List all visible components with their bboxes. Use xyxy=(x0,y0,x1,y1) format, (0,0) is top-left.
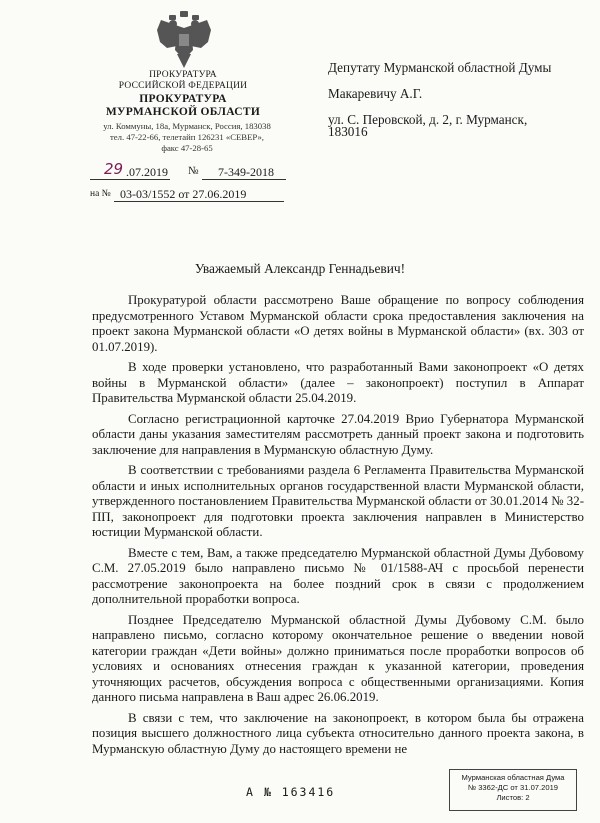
outgoing-number: 7-349-2018 xyxy=(218,165,274,179)
org-line-russian-federation: РОССИЙСКОЙ ФЕДЕРАЦИИ xyxy=(118,81,248,91)
fax-line: факс 47-28-65 xyxy=(161,143,213,153)
org-line-murmansk-region: МУРМАНСКОЙ ОБЛАСТИ xyxy=(105,106,261,118)
double-headed-eagle-emblem-icon xyxy=(155,10,213,70)
paragraph: Прокуратурой области рассмотрено Ваше обращение по вопросу соблюдения предусмотренного Уставом Мурманской области срока предоставления заключения на проект закона Мурманской области «О детях войны в Мурманской области» (вх. 303 от 01.07.2019). xyxy=(92,293,584,354)
outgoing-reference xyxy=(90,160,290,183)
contact-block xyxy=(88,121,286,154)
recipient-name: Макаревичу А.Г. xyxy=(328,86,423,101)
paragraph: Вместе с тем, Вам, а также председателю Мурманской областной Думы Дубовому С.М. 27.05.2019 было направлено письмо № 01/1588-АЧ с просьбой перенести рассмотрение законопроекта на более поздний срок в связи с продолжением дополнительной проработки вопроса. xyxy=(92,545,584,606)
printed-date: .07.2019 xyxy=(126,165,168,179)
phones-line: тел. 47-22-66, телетайп 126231 «СЕВЕР», xyxy=(110,132,264,142)
org-line-prosecution-bold: ПРОКУРАТУРА xyxy=(139,93,227,105)
registration-stamp xyxy=(449,769,577,811)
stamp-pages: Листов: 2 xyxy=(496,793,530,802)
in-reply-prefix: на № xyxy=(90,189,111,199)
in-reply-value: 03-03/1552 от 27.06.2019 xyxy=(120,187,247,201)
paragraph: В ходе проверки установлено, что разработанный Вами законопроект «О детях войны в Мурманской области» (далее – законопроект) поступил в Аппарат Правительства Мурманской области 25.04.2019. xyxy=(92,360,584,405)
letter-body xyxy=(92,293,584,762)
in-reply-reference xyxy=(90,187,290,205)
stamp-registration-number: № 3362-ДС от 31.07.2019 xyxy=(467,783,559,792)
paragraph: Позднее Председателю Мурманской областной Думы Дубовому С.М. было направлено письмо, согласно которому окончательное решение о введении новой категории граждан «Дети войны» должно приниматься после проработки вопросов об условиях и основаниях отнесения граждан к указанной категории, проведения уточняющих расчетов, обсуждения вопроса с общественными организациями. Копия данного письма направлена в Ваш адрес 26.06.2019. xyxy=(92,612,584,704)
form-serial-number: А № 163416 xyxy=(246,785,336,799)
recipient-postcode: 183016 xyxy=(328,124,368,139)
org-line-prosecution: ПРОКУРАТУРА xyxy=(149,70,217,80)
paragraph: В соответствии с требованиями раздела 6 Регламента Правительства Мурманской области и иных исполнительных органов государственной власти Мурманской области, утвержденного постановлением Правительства Мурманской области от 30.01.2014 № 32-ПП, законопроект для подготовки проекта заключения направлен в Министерство юстиции Мурманской области. xyxy=(92,463,584,539)
stamp-organization: Мурманская областная Дума xyxy=(461,773,565,782)
handwritten-day: 29 xyxy=(104,160,124,178)
address-line: ул. Коммуны, 18а, Мурманск, Россия, 183038 xyxy=(103,121,271,131)
paragraph: Согласно регистрационной карточке 27.04.2019 Врио Губернатора Мурманской области даны указания заместителям рассмотреть данный проект закона и подготовить заключение для направления в Мурманскую областную Думу. xyxy=(92,411,584,457)
recipient-address: ул. С. Перовской, д. 2, г. Мурманск, xyxy=(328,112,528,127)
number-sign: № xyxy=(188,165,199,177)
paragraph: В связи с тем, что заключение на законопроект, в котором была бы отражена позиция высшего должностного лица субъекта относительно данного проекта закона, в Мурманскую областную Думу до настоящего времени не xyxy=(92,710,584,756)
salutation: Уважаемый Александр Геннадьевич! xyxy=(194,261,406,276)
recipient-title: Депутату Мурманской областной Думы xyxy=(328,60,552,75)
